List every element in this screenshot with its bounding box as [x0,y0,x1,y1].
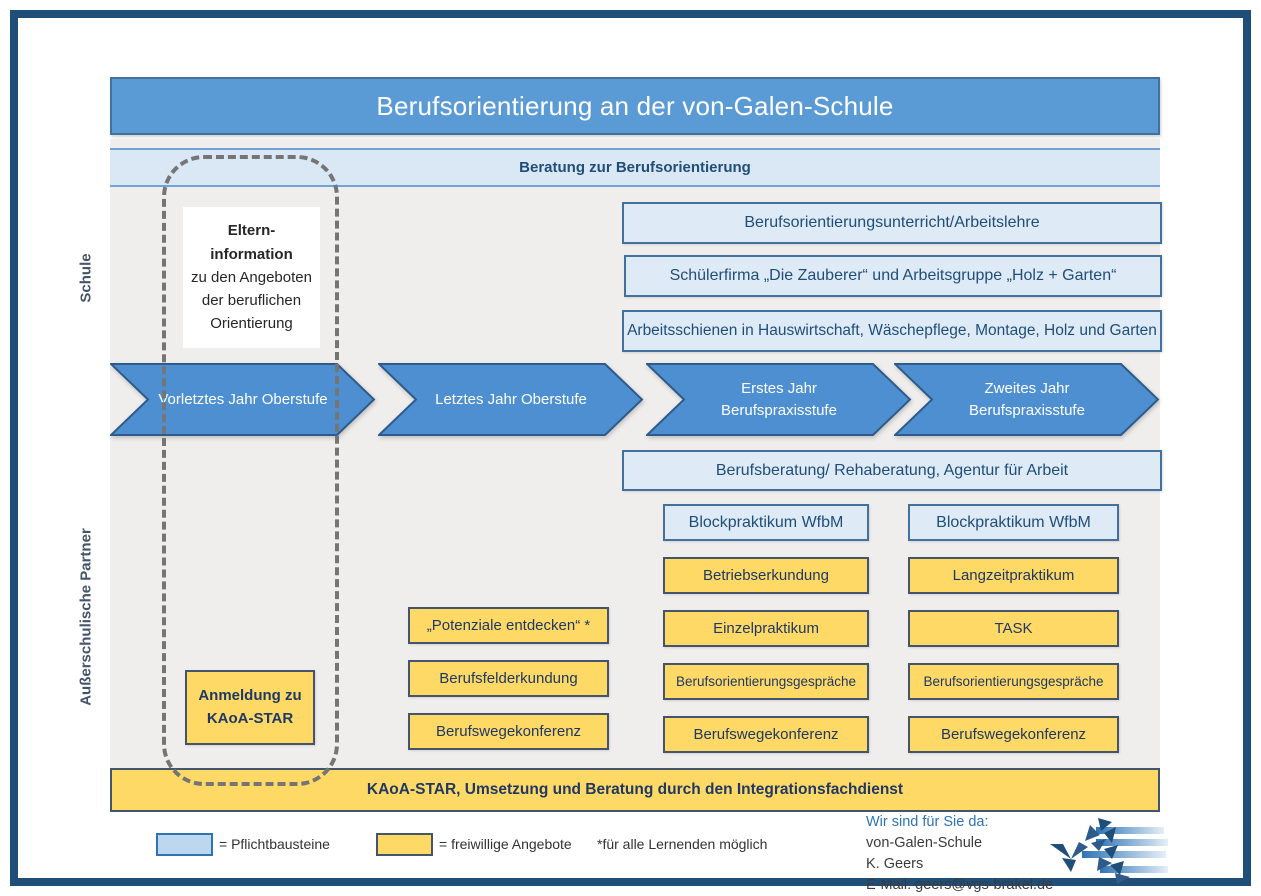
dashed-highlight-zone [162,155,339,786]
offer-schuelerfirma [624,255,1162,297]
offer-potenziale-entdecken [408,607,609,644]
legend-label-voluntary: = freiwillige Angebote [439,836,572,852]
timeline-stage-4 [894,363,1160,436]
offer-label: Schülerfirma „Die Zauberer“ und Arbeitsgruppe „Holz + Garten“ [669,267,1117,284]
offer-berufswegekonferenz-col3 [663,716,869,753]
contact-email: E-Mail: geers@vgs-brakel.de [866,877,1054,893]
offer-label: Berufswegekonferenz [435,723,582,740]
offer-label: Berufswegekonferenz [693,726,839,743]
offer-label: „Potenziale entdecken“ * [426,617,591,634]
offer-berufsfelderkundung [408,660,609,697]
timeline-stage-label: Zweites Jahr Berufspraxisstufe [969,379,1085,419]
side-label-schule: Schule [77,253,95,303]
offer-label: Berufsorientierungsgespräche [675,674,857,689]
eltern-box-line: Orientierung [210,315,293,333]
legend-swatch-mandatory [156,833,213,856]
page-title: Berufsorientierung an der von-Galen-Schule [376,90,894,121]
timeline-stage-label: Erstes Jahr Berufspraxisstufe [721,379,837,419]
offer-label: Einzelpraktikum [713,620,819,637]
offer-label: Blockpraktikum WfbM [688,513,844,531]
eltern-box-line: der beruflichen [201,292,302,310]
offer-task [908,610,1119,647]
diagram-title-bar [110,77,1160,135]
contact-heading: Wir sind für Sie da: [866,814,989,830]
eltern-box-line: information [210,245,293,263]
offer-berufsorientierungsgespraeche-col3 [663,663,869,700]
offer-langzeitpraktikum [908,557,1119,594]
timeline-stage-3 [646,363,912,436]
agency-bar [622,450,1162,491]
offer-label: TASK [994,620,1033,637]
timeline-stage-label: Vorletztes Jahr Oberstufe [158,390,328,408]
agency-bar-label: Berufsberatung/ Rehaberatung, Agentur für Arbeit [715,461,1069,479]
offer-label: Berufsfelderkundung [439,670,578,687]
offer-berufsorientierungsgespraeche-col4 [908,663,1119,700]
offer-label: Berufsorientierungsunterricht/Arbeitslehre [744,214,1040,231]
offer-berufswegekonferenz-col4 [908,716,1119,753]
side-label-partners: Außerschulische Partner [77,528,95,706]
offer-blockpraktikum-col3 [663,504,869,541]
offer-blockpraktikum-col4 [908,504,1119,541]
vgs-logo-icon [1046,816,1170,888]
offer-label: Betriebserkundung [703,567,829,584]
eltern-box-line: zu den Angeboten [191,268,312,286]
offer-einzelpraktikum [663,610,869,647]
legend-swatch-voluntary [376,833,433,856]
offer-betriebserkundung [663,557,869,594]
kaoa-star-bar-label: KAoA-STAR, Umsetzung und Beratung durch den Integrationsfachdienst [366,781,904,798]
offer-label: Blockpraktikum WfbM [936,513,1091,531]
offer-label: Langzeitpraktikum [952,567,1075,584]
consult-bar-label: Beratung zur Berufsorientierung [519,159,751,176]
offer-label: Arbeitsschienen in Hauswirtschaft, Wäschepflege, Montage, Holz und Garten [627,322,1157,339]
offer-berufsorientierungsunterricht [622,202,1162,244]
vgs-school-logo [1046,816,1170,888]
timeline-stage-label: Letztes Jahr Oberstufe [435,390,587,408]
legend-note-asterisk: *für alle Lernenden möglich [597,836,768,852]
eltern-box-line: Eltern- [227,222,276,240]
offer-berufswegekonferenz-col2 [408,713,609,750]
legend-label-mandatory: = Pflichtbausteine [219,836,330,852]
contact-school-name: von-Galen-Schule [866,835,983,851]
offer-arbeitsschienen [622,310,1162,352]
offer-label: Berufsorientierungsgespräche [923,674,1104,689]
timeline-stage-2 [378,363,644,436]
offer-label: KAoA-STAR [206,709,294,727]
contact-person: K. Geers [866,856,924,872]
contact-block [866,812,1053,896]
offer-label: Anmeldung zu [198,687,302,704]
offer-label: Berufswegekonferenz [940,726,1087,743]
